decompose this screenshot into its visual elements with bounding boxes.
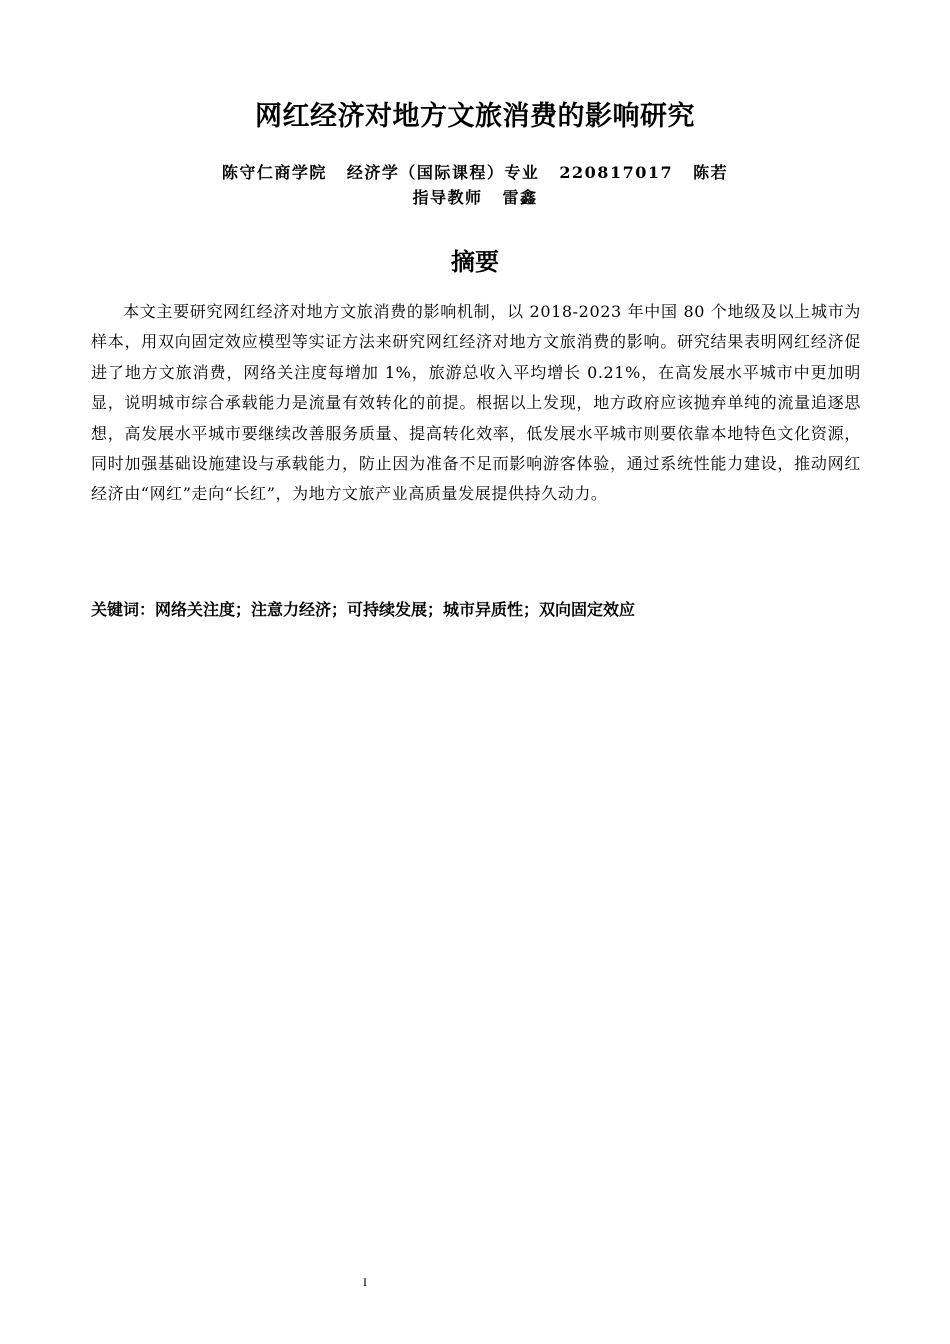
abstract-body: 本文主要研究网红经济对地方文旅消费的影响机制，以 2018-2023 年中国 80 个地级及以上城市为样本，用双向固定效应模型等实证方法来研究网红经济对地方文旅消费的影响。研究结果表明网红经济促进了地方文旅消费，网络关注度每增加 1%，旅游总收入平均增长 0.21%，在高发展水平城市中更加明显，说明城市综合承载能力是流量有效转化的前提。根据以上发现，地方政府应该抛弃单纯的流量追逐思想，高发展水平城市要继续改善服务质量、提高转化效率，低发展水平城市则要依靠本地特色文化资源，同时加强基础设施建设与承载能力，防止因为准备不足而影响游客体验，通过系统性能力建设，推动网红经济由“网红”走向“长红”，为地方文旅产业高质量发展提供持久动力。 [91, 302, 861, 504]
college-name: 陈守仁商学院 [221, 163, 327, 182]
author-info-line [0, 161, 950, 185]
advisor-name: 雷鑫 [502, 188, 538, 207]
student-id: 220817017 [559, 163, 674, 182]
advisor-line [0, 186, 950, 210]
abstract-heading: 摘要 [451, 248, 499, 276]
author-name: 陈若 [693, 163, 729, 182]
keywords: 关键词：网络关注度；注意力经济；可持续发展；城市异质性；双向固定效应 [91, 600, 636, 619]
paper-title: 网红经济对地方文旅消费的影响研究 [255, 101, 695, 132]
advisor-label: 指导教师 [412, 188, 483, 207]
page-number: I [363, 1275, 367, 1289]
major-name: 经济学（国际课程）专业 [346, 163, 540, 182]
